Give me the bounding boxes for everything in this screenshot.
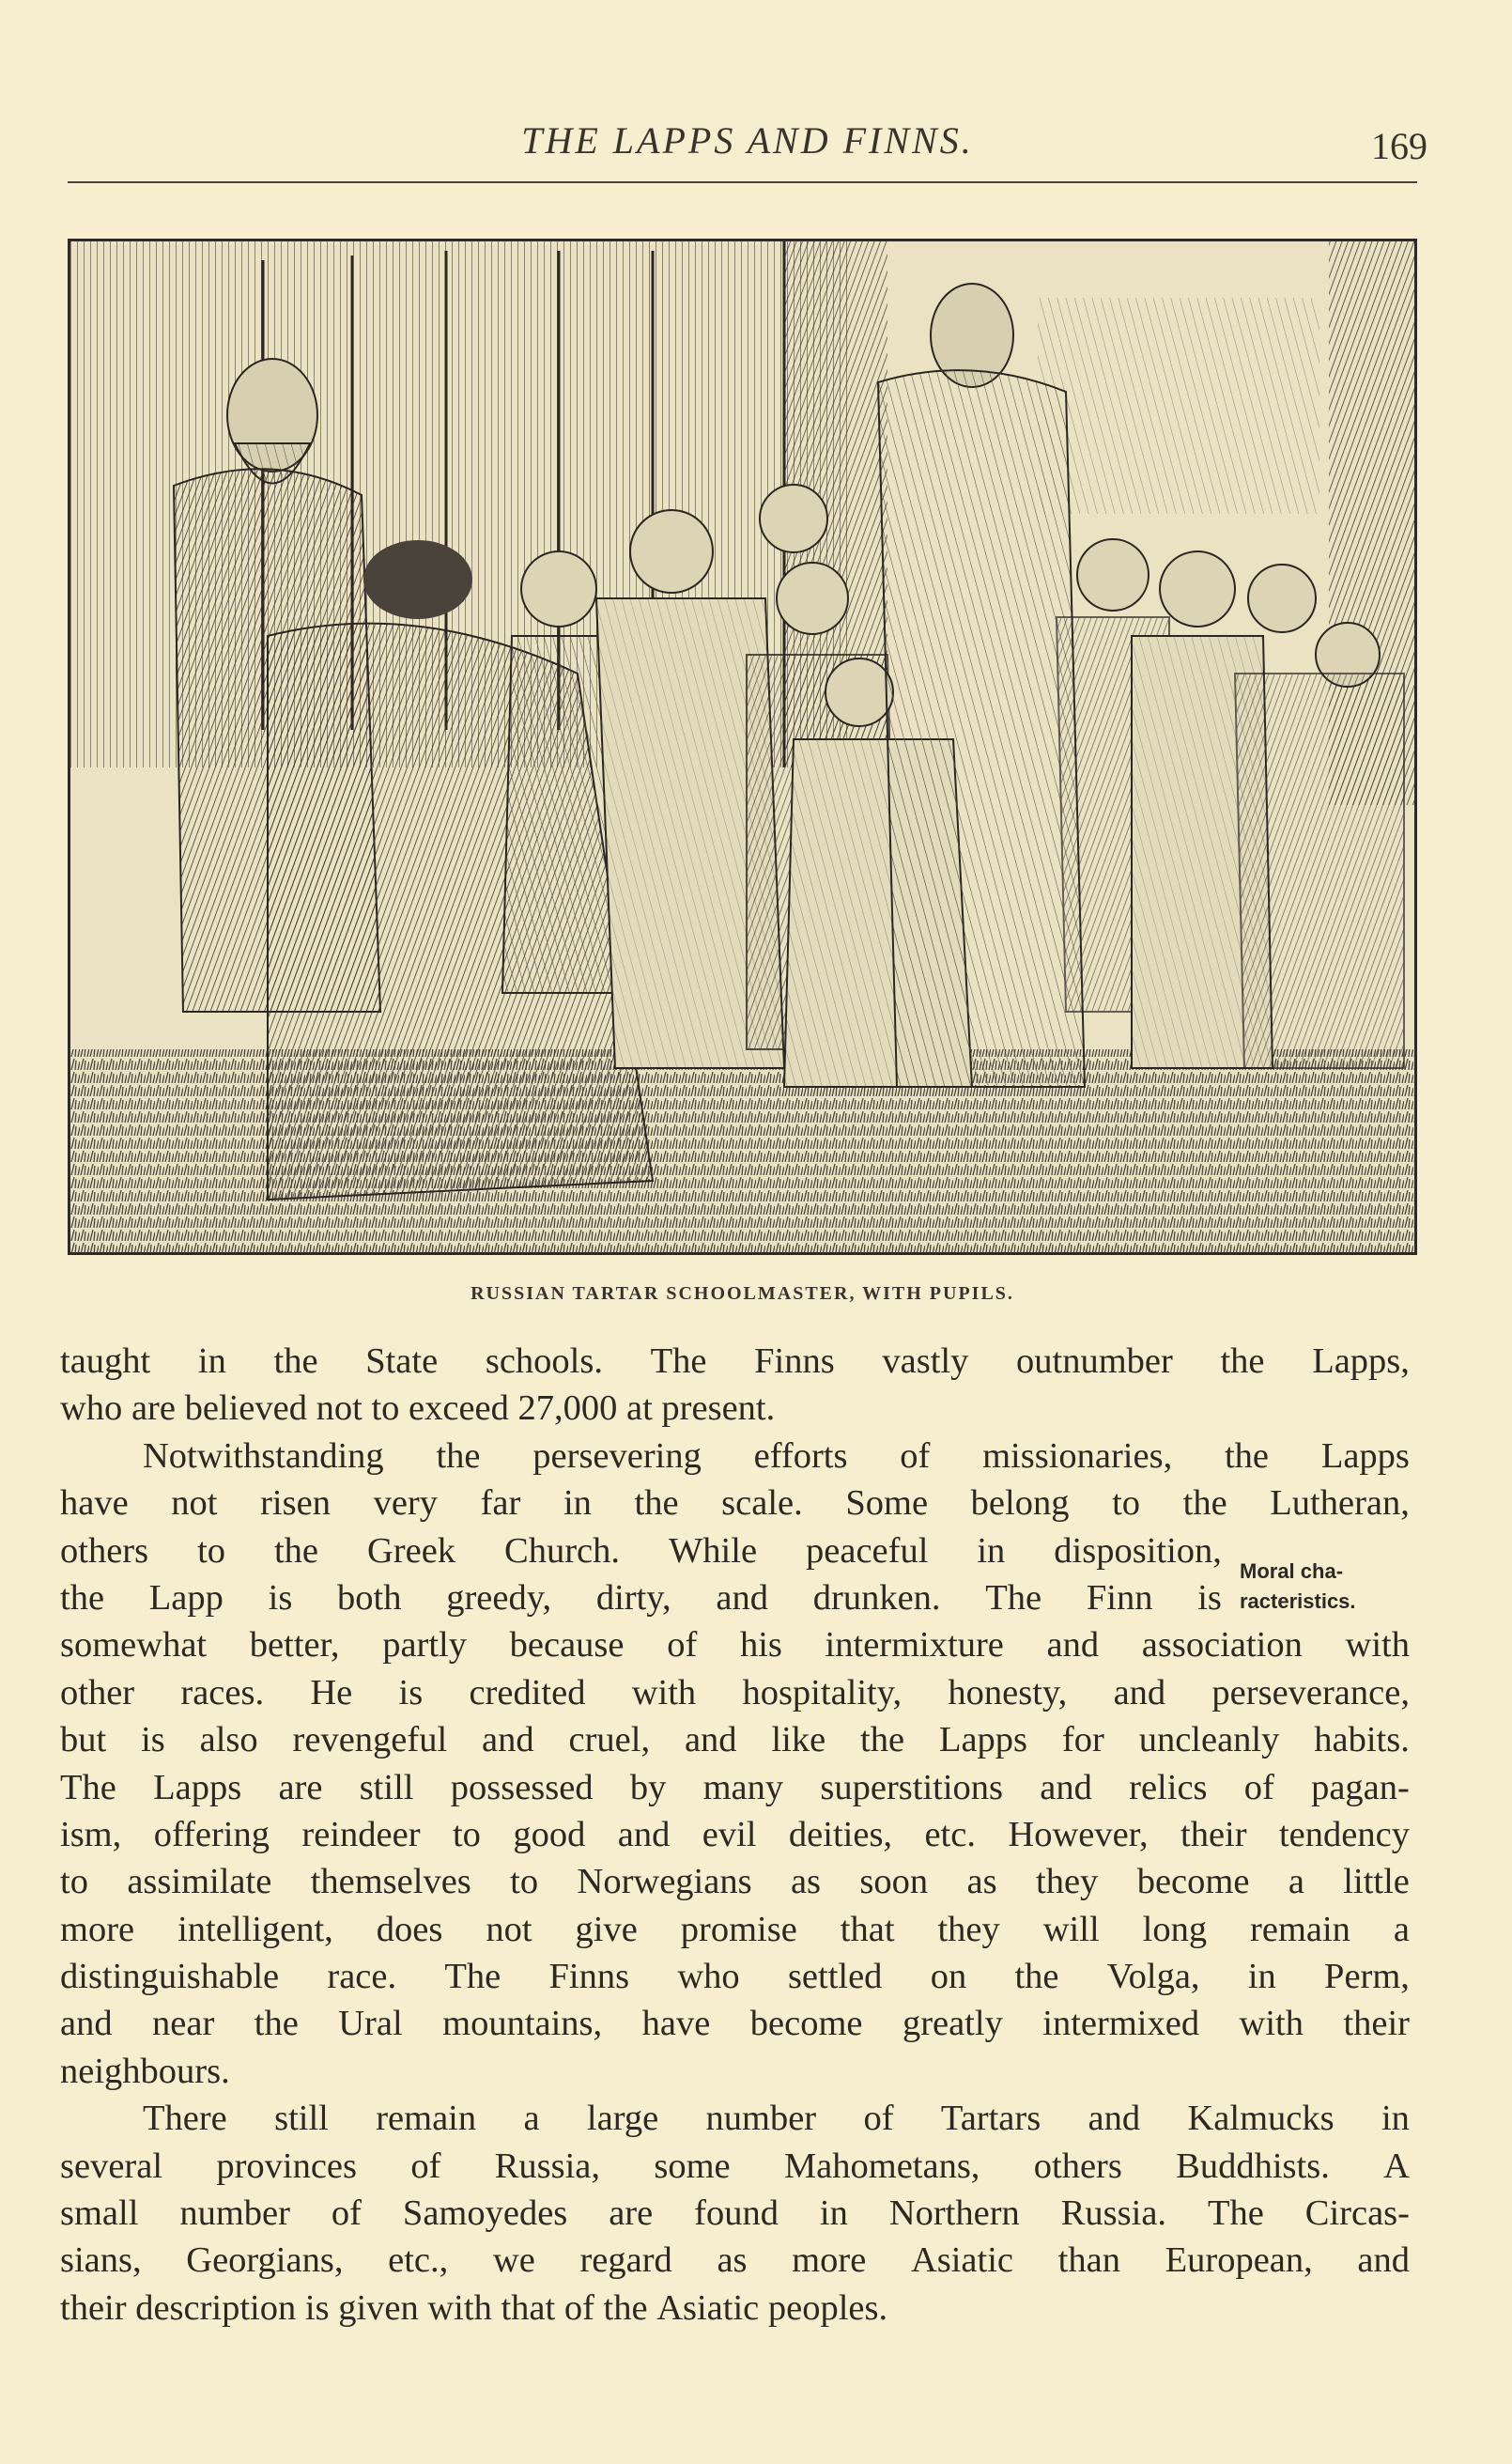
text-line: have not risen very far in the scale. Some belong to the Lutheran, [60,1483,1410,1524]
text-line: their description is given with that of the Asiatic peoples. [60,2287,888,2328]
text-line: to assimilate themselves to Norwegians as soon as they become a little [60,1862,1410,1902]
margin-note-line: racteristics. [1240,1589,1356,1613]
text-line: other races. He is credited with hospitality, honesty, and perseverance, [60,1672,1410,1712]
text-line: ism, offering reindeer to good and evil deities, etc. However, their tendency [60,1814,1410,1854]
text-line: The Lapps are still possessed by many superstitions and relics of pagan- [60,1767,1410,1807]
running-head [68,111,1427,186]
illustration-caption: RUSSIAN TARTAR SCHOOLMASTER, WITH PUPILS. [471,1283,1014,1304]
text-line: There still remain a large number of Tartars and Kalmucks in [143,2099,1410,2139]
text-line: small number of Samoyedes are found in Northern Russia. The Circas- [60,2193,1410,2234]
text-line: more intelligent, does not give promise that they will long remain a [60,1909,1410,1949]
body-text [60,1338,1410,2332]
header-rule [68,181,1417,183]
text-line: the Lapp is both greedy, dirty, and drunken. The Finn is [60,1577,1222,1618]
text-line: somewhat better, partly because of his intermixture and association with [60,1625,1410,1666]
text-line: Notwithstanding the persevering efforts of missionaries, the Lapps [143,1435,1410,1476]
text-line: and near the Ural mountains, have become greatly intermixed with their [60,2004,1410,2044]
margin-note-line: Moral cha- [1240,1559,1344,1583]
engraving-drawing [70,241,1414,1252]
text-line: neighbours. [60,2051,230,2091]
text-line: taught in the State schools. The Finns vastly outnumber the Lapps, [60,1341,1410,1381]
text-line: sians, Georgians, etc., we regard as more Asiatic than European, and [60,2240,1410,2281]
running-title: THE LAPPS AND FINNS. [521,119,974,162]
background-bushes [1038,298,1319,514]
text-line: several provinces of Russia, some Mahometans, others Buddhists. A [60,2146,1410,2186]
page-number: 169 [1371,125,1427,167]
text-line: distinguishable race. The Finns who settled on the Volga, in Perm, [60,1957,1410,1997]
bearded-man-right [878,284,1085,1087]
engraving-illustration [68,239,1417,1255]
text-line: but is also revengeful and cruel, and like the Lapps for uncleanly habits. [60,1720,1410,1760]
text-line: others to the Greek Church. While peaceful in disposition, [60,1530,1222,1571]
text-line: who are believed not to exceed 27,000 at present. [60,1388,776,1429]
